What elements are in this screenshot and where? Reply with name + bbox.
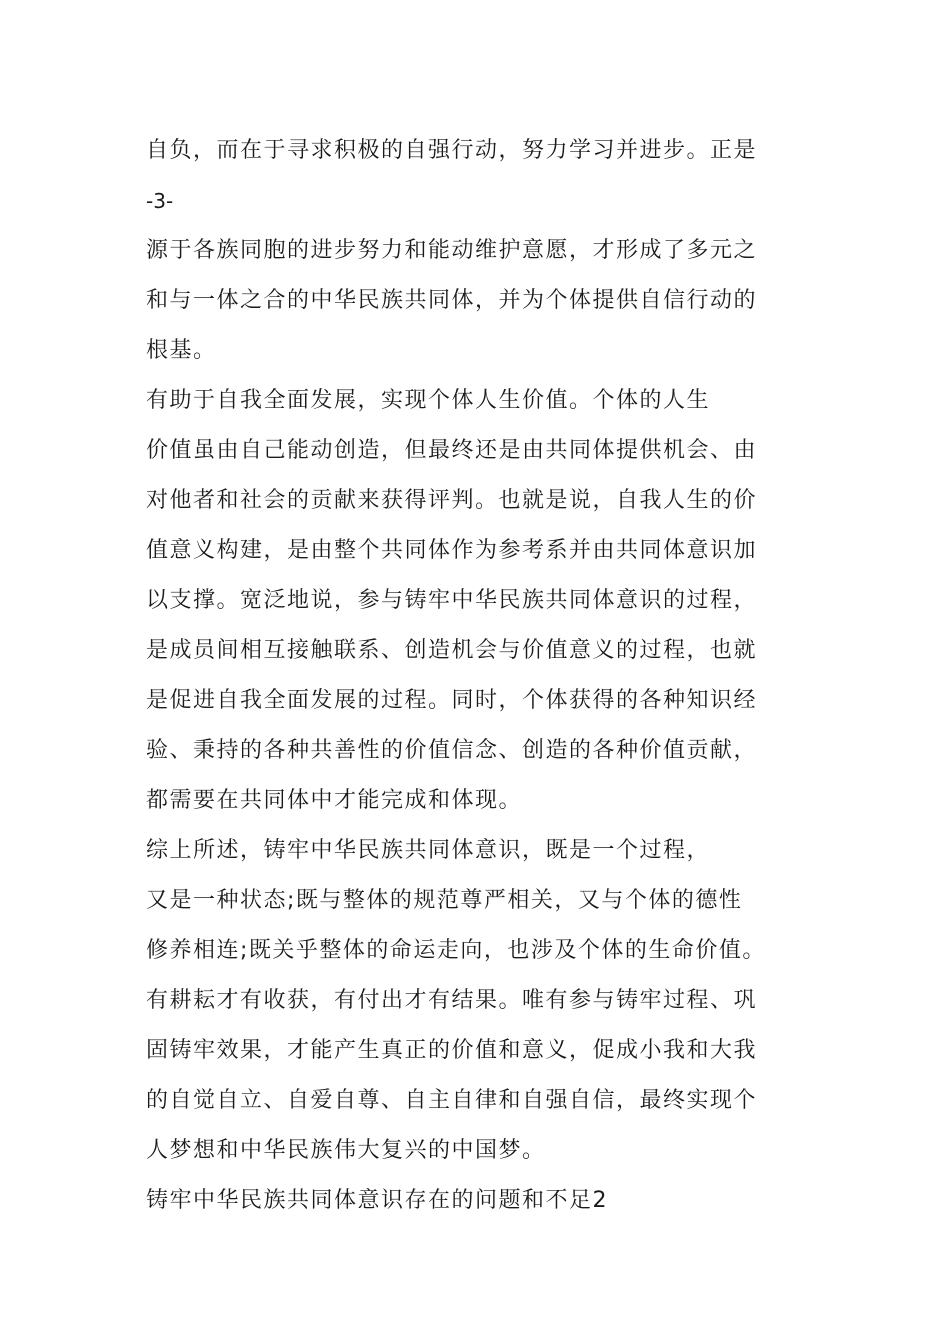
text-line: 都需要在共同体中才能完成和体现。	[146, 788, 523, 813]
text-line: 验、秉持的各种共善性的价值信念、创造的各种价值贡献，	[146, 738, 758, 763]
text-line: 是成员间相互接触联系、创造机会与价值意义的过程，也就	[146, 638, 758, 663]
text-line: 根基。	[146, 338, 217, 363]
section-heading: 铸牢中华民族共同体意识存在的问题和不足2	[146, 1188, 608, 1213]
text-line: 的自觉自立、自爱自尊、自主自律和自强自信，最终实现个	[146, 1088, 758, 1113]
text-line: 和与一体之合的中华民族共同体，并为个体提供自信行动的	[146, 288, 758, 313]
text-line: 值意义构建，是由整个共同体作为参考系并由共同体意识加	[146, 538, 758, 563]
paragraph-start: 有助于自我全面发展，实现个体人生价值。个体的人生	[146, 388, 711, 413]
text-line: 有耕耘才有收获，有付出才有结果。唯有参与铸牢过程、巩	[146, 988, 758, 1013]
text-line: 对他者和社会的贡献来获得评判。也就是说，自我人生的价	[146, 488, 758, 513]
text-line: 自负，而在于寻求积极的自强行动，努力学习并进步。正是	[146, 138, 758, 163]
text-line: 又是一种状态;既与整体的规范尊严相关，又与个体的德性	[146, 888, 743, 913]
text-line: 以支撑。宽泛地说，参与铸牢中华民族共同体意识的过程，	[146, 588, 758, 613]
text-line: 固铸牢效果，才能产生真正的价值和意义，促成小我和大我	[146, 1038, 758, 1063]
page-number: -3-	[146, 189, 174, 213]
text-line: 是促进自我全面发展的过程。同时，个体获得的各种知识经	[146, 688, 758, 713]
text-line: 价值虽由自己能动创造，但最终还是由共同体提供机会、由	[146, 438, 758, 463]
text-line: 人梦想和中华民族伟大复兴的中国梦。	[146, 1138, 546, 1163]
text-line: 源于各族同胞的进步努力和能动维护意愿，才形成了多元之	[146, 238, 758, 263]
paragraph-start: 综上所述，铸牢中华民族共同体意识，既是一个过程，	[146, 838, 711, 863]
text-line: 修养相连;既关乎整体的命运走向，也涉及个体的生命价值。	[146, 938, 766, 963]
